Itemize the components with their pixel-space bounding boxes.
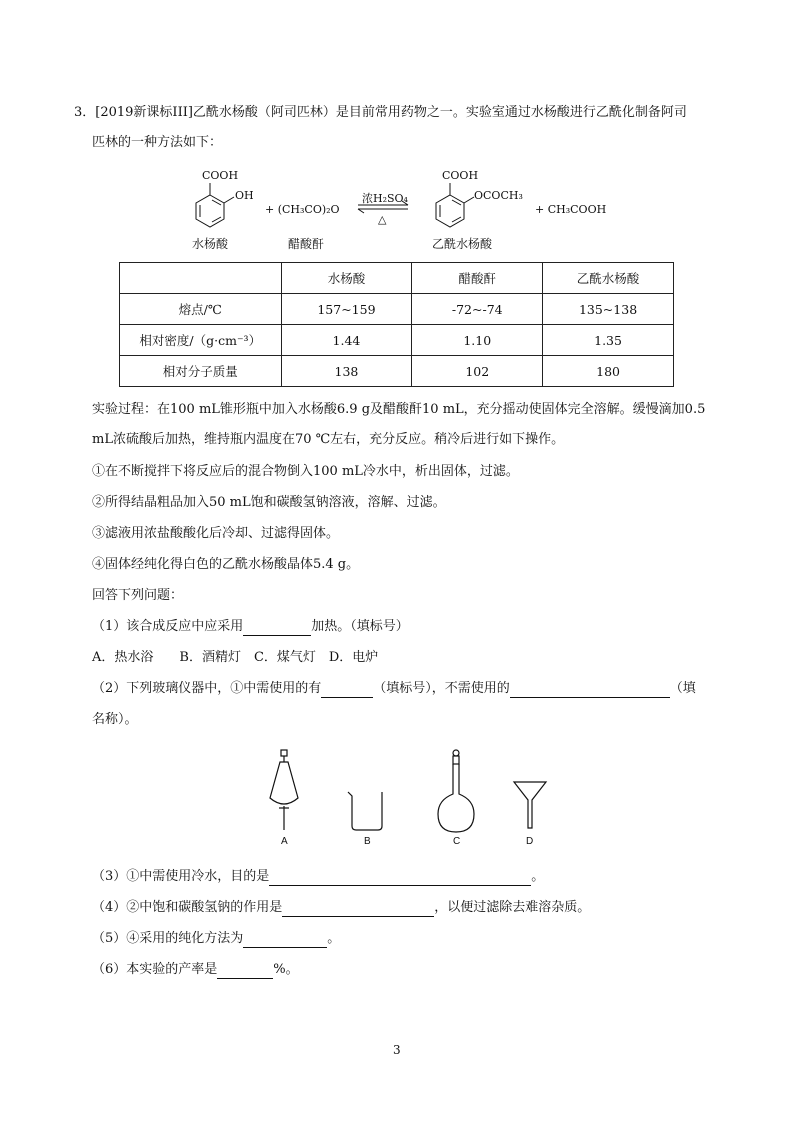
product-cooh: COOH xyxy=(442,169,479,182)
table-cell: 180 xyxy=(543,356,674,387)
table-header-cell: 乙酰水杨酸 xyxy=(543,263,674,294)
byproduct: + CH₃COOH xyxy=(535,203,607,216)
reactant-name: 水杨酸 xyxy=(192,237,229,251)
q5-text: （5）④采用的纯化方法为 xyxy=(92,931,244,946)
q4-text-end: ，以便过滤除去难溶杂质。 xyxy=(434,900,591,915)
table-cell: 相对密度/（g·cm⁻³） xyxy=(120,325,282,356)
page-number: 3 xyxy=(393,1043,401,1057)
q5-text-end: 。 xyxy=(327,931,341,946)
table-header-cell: 水杨酸 xyxy=(281,263,412,294)
reagent-formula: + (CH₃CO)₂O xyxy=(265,203,340,216)
apparatus-label-a: A xyxy=(281,836,288,847)
question-4 xyxy=(92,899,590,917)
apparatus-label-c: C xyxy=(453,836,461,847)
procedure-step-4: ④固体经纯化得白色的乙酰水杨酸晶体5.4 g。 xyxy=(92,557,360,572)
q1-options: A．热水浴 B．酒精灯 C．煤气灯 D．电炉 xyxy=(92,650,379,665)
property-table xyxy=(119,262,674,387)
question-6 xyxy=(92,961,299,979)
q2-answer-blank-1[interactable] xyxy=(321,683,373,698)
q3-text-end: 。 xyxy=(531,869,545,884)
procedure-step-3: ③滤液用浓盐酸酸化后冷却、过滤得固体。 xyxy=(92,526,340,541)
table-header-cell xyxy=(120,263,282,294)
table-header-cell: 醋酸酐 xyxy=(412,263,543,294)
q4-answer-blank[interactable] xyxy=(282,902,434,917)
heat-symbol: △ xyxy=(378,213,387,226)
q2-text: （2）下列玻璃仪器中，①中需使用的有 xyxy=(92,681,322,696)
q1-text: （1）该合成反应中应采用 xyxy=(92,619,244,634)
table-cell: 1.10 xyxy=(412,325,543,356)
funnel-icon xyxy=(514,782,546,828)
acetylsalicylic-acid-structure xyxy=(436,183,474,227)
reagent-name: 醋酸酐 xyxy=(288,237,325,251)
table-cell: 1.44 xyxy=(281,325,412,356)
question-3 xyxy=(92,868,544,886)
q2-text-end: （填 xyxy=(669,681,696,696)
apparatus-label-b: B xyxy=(364,836,371,847)
procedure-line-1: 实验过程：在100 mL锥形瓶中加入水杨酸6.9 g及醋酸酐10 mL，充分摇动使固体完全溶解。缓慢滴加0.5 xyxy=(92,402,706,417)
table-cell: 102 xyxy=(412,356,543,387)
table-cell: -72~-74 xyxy=(412,294,543,325)
product-name: 乙酰水杨酸 xyxy=(432,237,493,251)
salicylic-acid-structure xyxy=(196,183,234,227)
table-cell: 1.35 xyxy=(543,325,674,356)
q3-answer-blank[interactable] xyxy=(269,871,531,886)
question-source: [2019新课标III] xyxy=(95,105,193,120)
question-title-line xyxy=(74,104,687,122)
question-1 xyxy=(92,618,409,636)
procedure-line-2: mL浓硫酸后加热，维持瓶内温度在70 ℃左右，充分反应。稍冷后进行如下操作。 xyxy=(92,432,565,447)
q3-text: （3）①中需使用冷水，目的是 xyxy=(92,869,270,884)
glassware-figure xyxy=(260,748,560,848)
q5-answer-blank[interactable] xyxy=(243,933,327,948)
q6-text: （6）本实验的产率是 xyxy=(92,962,218,977)
product-ester: OCOCH₃ xyxy=(474,189,523,202)
question-intro: 乙酰水杨酸（阿司匹林）是目前常用药物之一。实验室通过水杨酸进行乙酰化制备阿司 xyxy=(192,105,687,120)
q2-answer-blank-2[interactable] xyxy=(510,683,670,698)
table-cell: 相对分子质量 xyxy=(120,356,282,387)
table-row xyxy=(120,325,674,356)
q6-text-end: %。 xyxy=(273,962,299,977)
separatory-funnel-icon xyxy=(270,750,298,830)
reaction-scheme xyxy=(180,163,620,253)
reaction-condition: 浓H₂SO₄ xyxy=(362,192,408,205)
question-number: 3． xyxy=(74,105,96,120)
q2-text-mid: （填标号），不需使用的 xyxy=(373,681,510,696)
beaker-icon xyxy=(348,792,382,830)
table-row xyxy=(120,294,674,325)
table-cell: 138 xyxy=(281,356,412,387)
question-intro-cont: 匹林的一种方法如下： xyxy=(92,135,223,150)
question-5 xyxy=(92,930,340,948)
table-cell: 157~159 xyxy=(281,294,412,325)
reactant-oh: OH xyxy=(235,189,254,202)
q1-answer-blank[interactable] xyxy=(243,621,311,636)
procedure-step-1: ①在不断搅拌下将反应后的混合物倒入100 mL冷水中，析出固体，过滤。 xyxy=(92,464,519,479)
table-row xyxy=(120,356,674,387)
q4-text: （4）②中饱和碳酸氢钠的作用是 xyxy=(92,900,283,915)
table-cell: 135~138 xyxy=(543,294,674,325)
table-header-row xyxy=(120,263,674,294)
procedure-step-2: ②所得结晶粗品加入50 mL饱和碳酸氢钠溶液，溶解、过滤。 xyxy=(92,495,446,510)
q6-answer-blank[interactable] xyxy=(217,964,273,979)
q1-text-end: 加热。（填标号） xyxy=(311,619,409,634)
answer-prompt: 回答下列问题： xyxy=(92,588,184,603)
apparatus-label-d: D xyxy=(526,836,534,847)
reactant-cooh: COOH xyxy=(202,169,239,182)
table-cell: 熔点/℃ xyxy=(120,294,282,325)
volumetric-flask-icon xyxy=(438,750,474,832)
question-2 xyxy=(92,680,696,698)
q2-continuation: 名称）。 xyxy=(92,712,138,727)
